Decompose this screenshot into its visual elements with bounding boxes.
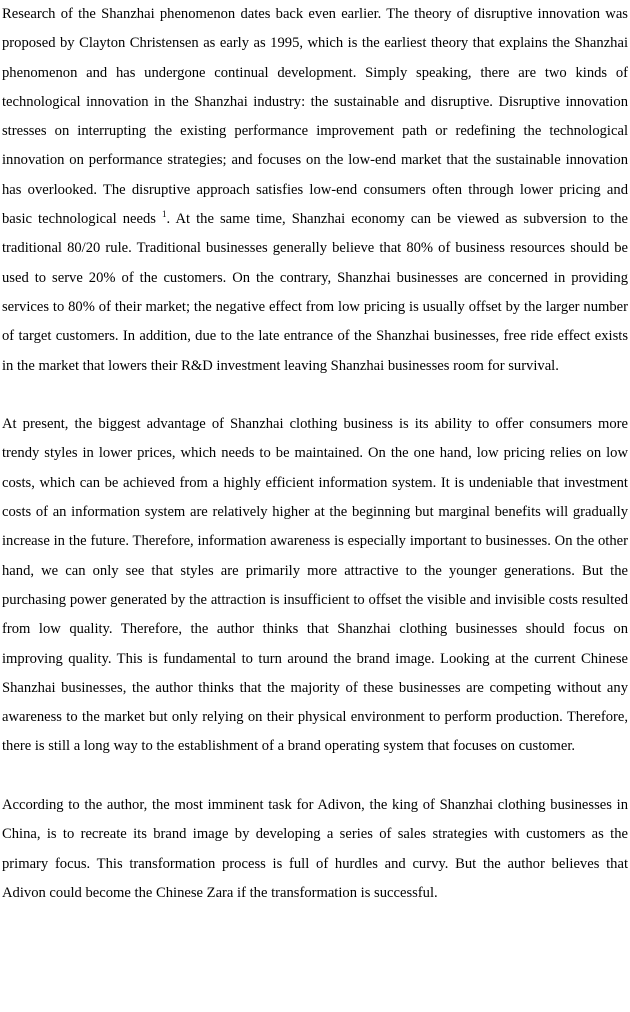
paragraph-text-part: . At the same time, Shanzhai economy can be viewed as subversion to the traditional 80/20 rule. Traditional businesses generally believe that 80% of business resources should be used to serve 20% of the customers. On the contrary, Shanzhai businesses are concerned in providing services to 80% of their market; the negative effect from low pricing is usually offset by the larger number of target customers. In addition, due to the late entrance of the Shanzhai businesses, free ride effect exists in the market that lowers their R&D investment leaving Shanzhai businesses room for survival.	[2, 211, 628, 374]
paragraph-disruptive-innovation	[2, 0, 628, 381]
paragraph-text-part: Research of the Shanzhai phenomenon dates back even earlier. The theory of disruptive innovation was proposed by Clayton Christensen as early as 1995, which is the earliest theory that explains the Shanzhai phenomenon and has undergone continual development. Simply speaking, there are two kinds of technological innovation in the Shanzhai industry: the sustainable and disruptive. Disruptive innovation stresses on interrupting the existing performance improvement path or redefining the technological innovation on performance strategies; and focuses on the low-end market that the sustainable innovation has overlooked. The disruptive approach satisfies low-end consumers often through lower pricing and basic technological needs	[2, 6, 628, 228]
footnote-marker: 1	[162, 209, 167, 220]
document-page	[2, 0, 628, 908]
paragraph-adivon: According to the author, the most imminent task for Adivon, the king of Shanzhai clothing businesses in China, is to recreate its brand image by developing a series of sales strategies with customers as the primary focus. This transformation process is full of hurdles and curvy. But the author believes that Adivon could become the Chinese Zara if the transformation is successful.	[2, 797, 628, 901]
paragraph-clothing-advantage: At present, the biggest advantage of Shanzhai clothing business is its ability to offer consumers more trendy styles in lower prices, which needs to be maintained. On the one hand, low pricing relies on low costs, which can be achieved from a highly efficient information system. It is undeniable that investment costs of an information system are relatively higher at the beginning but marginal benefits will gradually increase in the future. Therefore, information awareness is especially important to businesses. On the other hand, we can only see that styles are primarily more attractive to the younger generations. But the purchasing power generated by the attraction is insufficient to offset the visible and invisible costs resulted from low quality. Therefore, the author thinks that Shanzhai clothing businesses should focus on improving quality. This is fundamental to turn around the brand image. Looking at the current Chinese Shanzhai businesses, the author thinks that the majority of these businesses are competing without any awareness to the market but only relying on their physical environment to perform production. Therefore, there is still a long way to the establishment of a brand operating system that focuses on customer.	[2, 416, 628, 755]
